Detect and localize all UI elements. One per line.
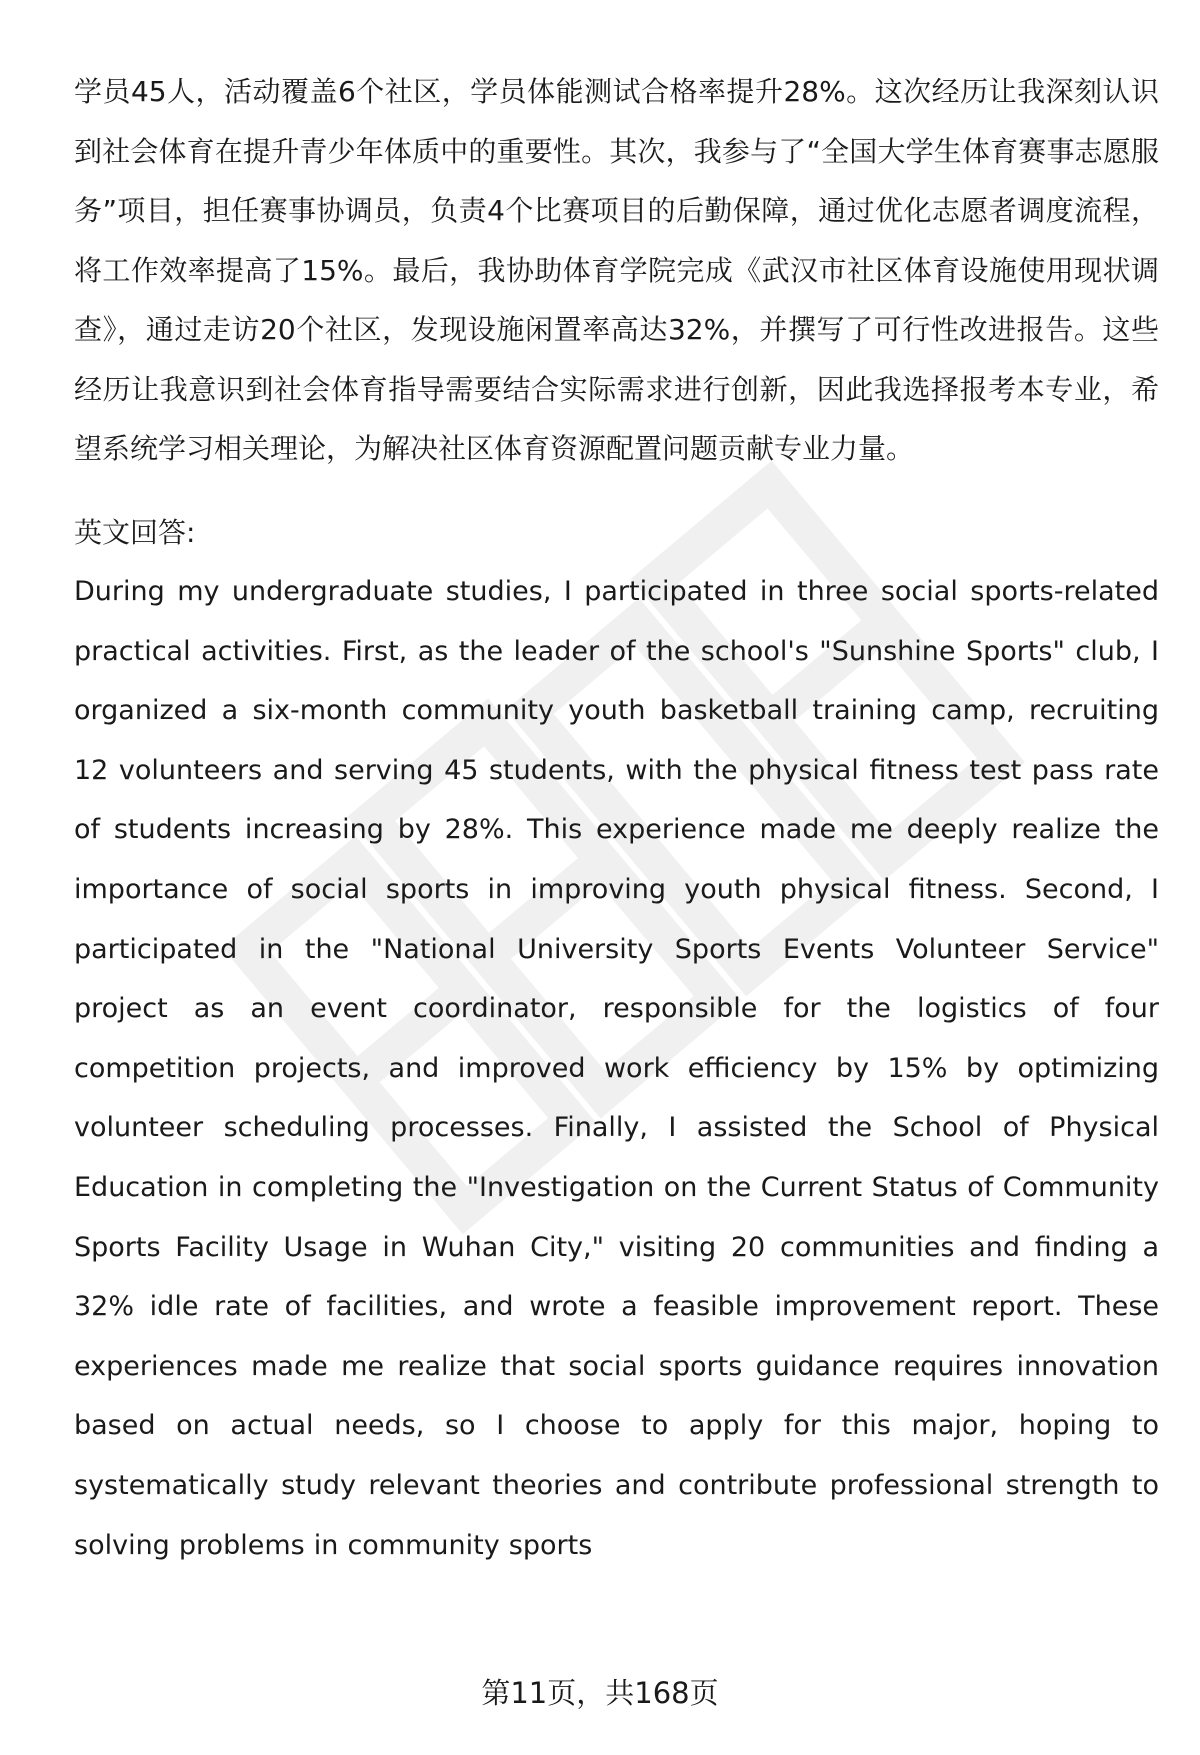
main-content xyxy=(74,62,1159,1575)
page-number-footer: 第11页，共168页 xyxy=(481,1676,719,1710)
english-answer-label: 英文回答: xyxy=(74,515,196,549)
english-answer-paragraph: During my undergraduate studies, I participated in three social sports-related practical activities. First, as the leader of the school's "Sunshine Sports" club, I organized a six-month community youth basketball training camp, recruiting 12 volunteers and serving 45 students, with the physical fitness test pass rate of students increasing by 28%. This experience made me deeply realize the importance of social sports in improving youth physical fitness. Second, I participated in the "National University Sports Events Volunteer Service" project as an event coordinator, responsible for the logistics of four competition projects, and improved work efficiency by 15% by optimizing volunteer scheduling processes. Finally, I assisted the School of Physical Education in completing the "Investigation on the Current Status of Community Sports Facility Usage in Wuhan City," visiting 20 communities and finding a 32% idle rate of facilities, and wrote a feasible improvement report. These experiences made me realize that social sports guidance requires innovation based on actual needs, so I choose to apply for this major, hoping to systematically study relevant theories and contribute professional strength to solving problems in community sports xyxy=(74,576,1159,1561)
chinese-answer-paragraph: 学员45人，活动覆盖6个社区，学员体能测试合格率提升28%。这次经历让我深刻认识到社会体育在提升青少年体质中的重要性。其次，我参与了“全国大学生体育赛事志愿服务”项目，担任赛事协调员，负责4个比赛项目的后勤保障，通过优化志愿者调度流程，将工作效率提高了15%。最后，我协助体育学院完成《武汉市社区体育设施使用现状调查》，通过走访20个社区，发现设施闲置率高达32%，并撰写了可行性改进报告。这些经历让我意识到社会体育指导需要结合实际需求进行创新，因此我选择报考本专业，希望系统学习相关理论，为解决社区体育资源配置问题贡献专业力量。 xyxy=(74,75,1159,465)
